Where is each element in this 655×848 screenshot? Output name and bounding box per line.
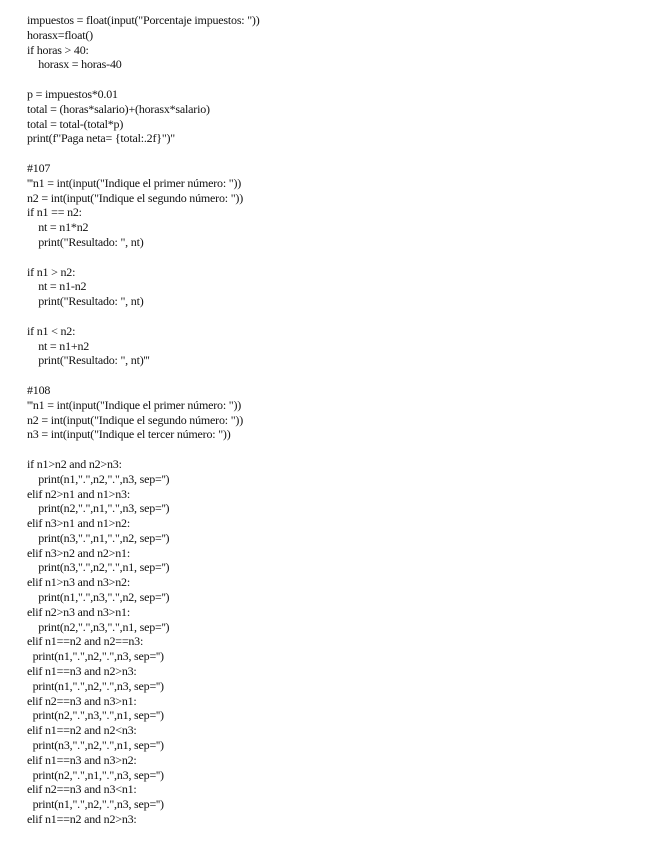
code-line: if n1 > n2: <box>27 264 76 279</box>
code-line: print(n1,".",n2,".",n3, sep='') <box>27 649 164 664</box>
code-line: total = (horas*salario)+(horasx*salario) <box>27 101 210 116</box>
code-line: elif n1==n3 and n3>n2: <box>27 752 137 767</box>
code-line: elif n1==n2 and n2>n3: <box>27 812 137 827</box>
code-line: elif n3>n1 and n1>n2: <box>27 516 130 531</box>
code-document <box>27 13 637 827</box>
code-line: '''n1 = int(input("Indique el primer número: ")) <box>27 397 242 412</box>
code-line: elif n1==n3 and n2>n3: <box>27 664 137 679</box>
code-line: nt = n1+n2 <box>27 338 90 353</box>
code-line: n2 = int(input("Indique el segundo número: ")) <box>27 190 243 205</box>
code-line: n3 = int(input("Indique el tercer número: ")) <box>27 427 231 442</box>
code-line: print(n2,".",n1,".",n3, sep='') <box>27 767 164 782</box>
code-line: if n1 == n2: <box>27 205 82 220</box>
code-line: elif n3>n2 and n2>n1: <box>27 545 130 560</box>
code-line: impuestos = float(input("Porcentaje impuestos: ")) <box>27 13 260 27</box>
code-line: print("Resultado: ", nt)''' <box>27 353 150 368</box>
code-line: elif n2>n1 and n1>n3: <box>27 486 130 501</box>
code-line: if horas > 40: <box>27 42 89 57</box>
blank-line <box>27 250 637 265</box>
code-line: elif n2>n3 and n3>n1: <box>27 604 130 619</box>
code-line: n2 = int(input("Indique el segundo número: ")) <box>27 412 243 427</box>
code-line: horasx = horas-40 <box>27 57 122 72</box>
code-line: print("Resultado: ", nt) <box>27 234 144 249</box>
blank-line <box>27 368 637 383</box>
blank-line <box>27 72 637 87</box>
blank-line <box>27 442 637 457</box>
code-line: print(n1,".",n2,".",n3, sep='') <box>27 471 170 486</box>
code-line: elif n2==n3 and n3>n1: <box>27 693 137 708</box>
code-line: '''n1 = int(input("Indique el primer número: ")) <box>27 175 242 190</box>
code-line: elif n1==n2 and n2<n3: <box>27 723 137 738</box>
code-line: print(n1,".",n2,".",n3, sep='') <box>27 797 164 812</box>
code-line: elif n1==n2 and n2==n3: <box>27 634 144 649</box>
code-line: p = impuestos*0.01 <box>27 86 118 101</box>
code-line: print(n3,".",n2,".",n1, sep='') <box>27 738 164 753</box>
code-line: print(n2,".",n3,".",n1, sep='') <box>27 708 164 723</box>
code-line: elif n2==n3 and n3<n1: <box>27 782 137 797</box>
code-line: print(n2,".",n3,".",n1, sep='') <box>27 619 170 634</box>
code-line: print(f"Paga neta= {total:.2f}")" <box>27 131 176 146</box>
code-line: total = total-(total*p) <box>27 116 124 131</box>
code-line: print(n3,".",n1,".",n2, sep='') <box>27 530 170 545</box>
code-line: nt = n1*n2 <box>27 220 89 235</box>
code-line: #108 <box>27 382 51 397</box>
code-line: nt = n1-n2 <box>27 279 87 294</box>
blank-line <box>27 309 637 324</box>
code-line: print("Resultado: ", nt) <box>27 294 144 309</box>
blank-line <box>27 146 637 161</box>
code-line: print(n1,".",n3,".",n2, sep='') <box>27 590 170 605</box>
code-line: if n1>n2 and n2>n3: <box>27 456 122 471</box>
code-line: #107 <box>27 160 51 175</box>
code-line: horasx=float() <box>27 27 93 42</box>
code-line: print(n1,".",n2,".",n3, sep='') <box>27 678 164 693</box>
code-line: print(n3,".",n2,".",n1, sep='') <box>27 560 170 575</box>
code-line: elif n1>n3 and n3>n2: <box>27 575 130 590</box>
code-line: print(n2,".",n1,".",n3, sep='') <box>27 501 170 516</box>
code-line: if n1 < n2: <box>27 323 76 338</box>
